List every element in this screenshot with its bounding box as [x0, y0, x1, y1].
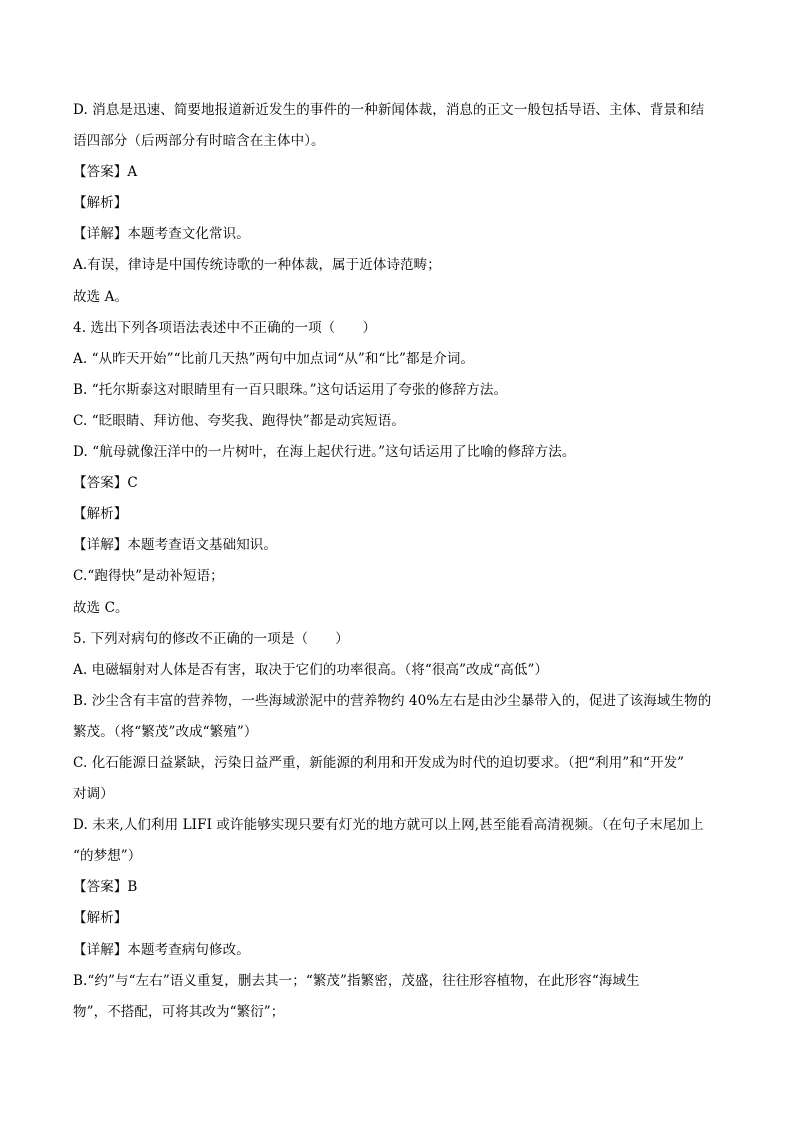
- text-line: 【详解】本题考查病句修改。: [73, 941, 250, 958]
- text-line: 【详解】本题考查语文基础知识。: [73, 537, 277, 554]
- text-line: 语四部分（后两部分有时暗含在主体中）。: [73, 133, 325, 150]
- question-title: 4. 选出下列各项语法表述中不正确的一项（ ）: [73, 319, 377, 336]
- option-line: “的梦想”）: [73, 848, 142, 865]
- analysis-label: 【解析】: [73, 910, 128, 927]
- answer-label: 【答案】B: [73, 879, 138, 896]
- option-line: 繁茂。（将“繁茂”改成“繁殖”）: [73, 723, 258, 740]
- analysis-label: 【解析】: [73, 195, 128, 212]
- text-line: B.“约”与“左右”语义重复，删去其一；“繁茂”指繁密，茂盛，往往形容植物，在此形容“海域生: [73, 972, 640, 989]
- option-line: D. “航母就像汪洋中的一片树叶，在海上起伏行进。”这句话运用了比喻的修辞方法。: [73, 444, 576, 461]
- question-title: 5. 下列对病句的修改不正确的一项是（ ）: [73, 630, 349, 647]
- option-line: B. “托尔斯泰这对眼睛里有一百只眼珠。”这句话运用了夸张的修辞方法。: [73, 381, 508, 398]
- option-line: C. 化石能源日益紧缺，污染日益严重，新能源的利用和开发成为时代的迫切要求。（把“利用”和“开发”: [73, 754, 685, 771]
- analysis-label: 【解析】: [73, 506, 128, 523]
- text-line: 故选 C。: [73, 599, 129, 616]
- option-line: B. 沙尘含有丰富的营养物，一些海域淤泥中的营养物约 40%左右是由沙尘暴带入的，促进了该海域生物的: [73, 692, 712, 709]
- option-line: C. “眨眼睛、拜访他、夸奖我、跑得快”都是动宾短语。: [73, 412, 405, 429]
- option-line: A. “从昨天开始”“比前几天热”两句中加点词“从”和“比”都是介词。: [73, 350, 475, 367]
- text-line: 故选 A。: [73, 288, 129, 305]
- option-line: D. 未来,人们利用 LIFI 或许能够实现只要有灯光的地方就可以上网,甚至能看高清视频。（在句子末尾加上: [73, 817, 704, 834]
- option-line: 对调）: [73, 786, 114, 803]
- text-line: C.“跑得快”是动补短语；: [73, 568, 224, 585]
- document-page: [73, 100, 733, 1033]
- option-line: A. 电磁辐射对人体是否有害，取决于它们的功率很高。（将“很高”改成“高低”）: [73, 661, 549, 678]
- text-line: 【详解】本题考查文化常识。: [73, 226, 250, 243]
- text-line: 物”，不搭配，可将其改为“繁衍”；: [73, 1003, 285, 1020]
- text-line: A.有误，律诗是中国传统诗歌的一种体裁，属于近体诗范畴；: [73, 257, 441, 274]
- answer-label: 【答案】C: [73, 475, 138, 492]
- answer-label: 【答案】A: [73, 164, 138, 181]
- text-line: D. 消息是迅速、简要地报道新近发生的事件的一种新闻体裁，消息的正文一般包括导语、主体、背景和结: [73, 102, 705, 118]
